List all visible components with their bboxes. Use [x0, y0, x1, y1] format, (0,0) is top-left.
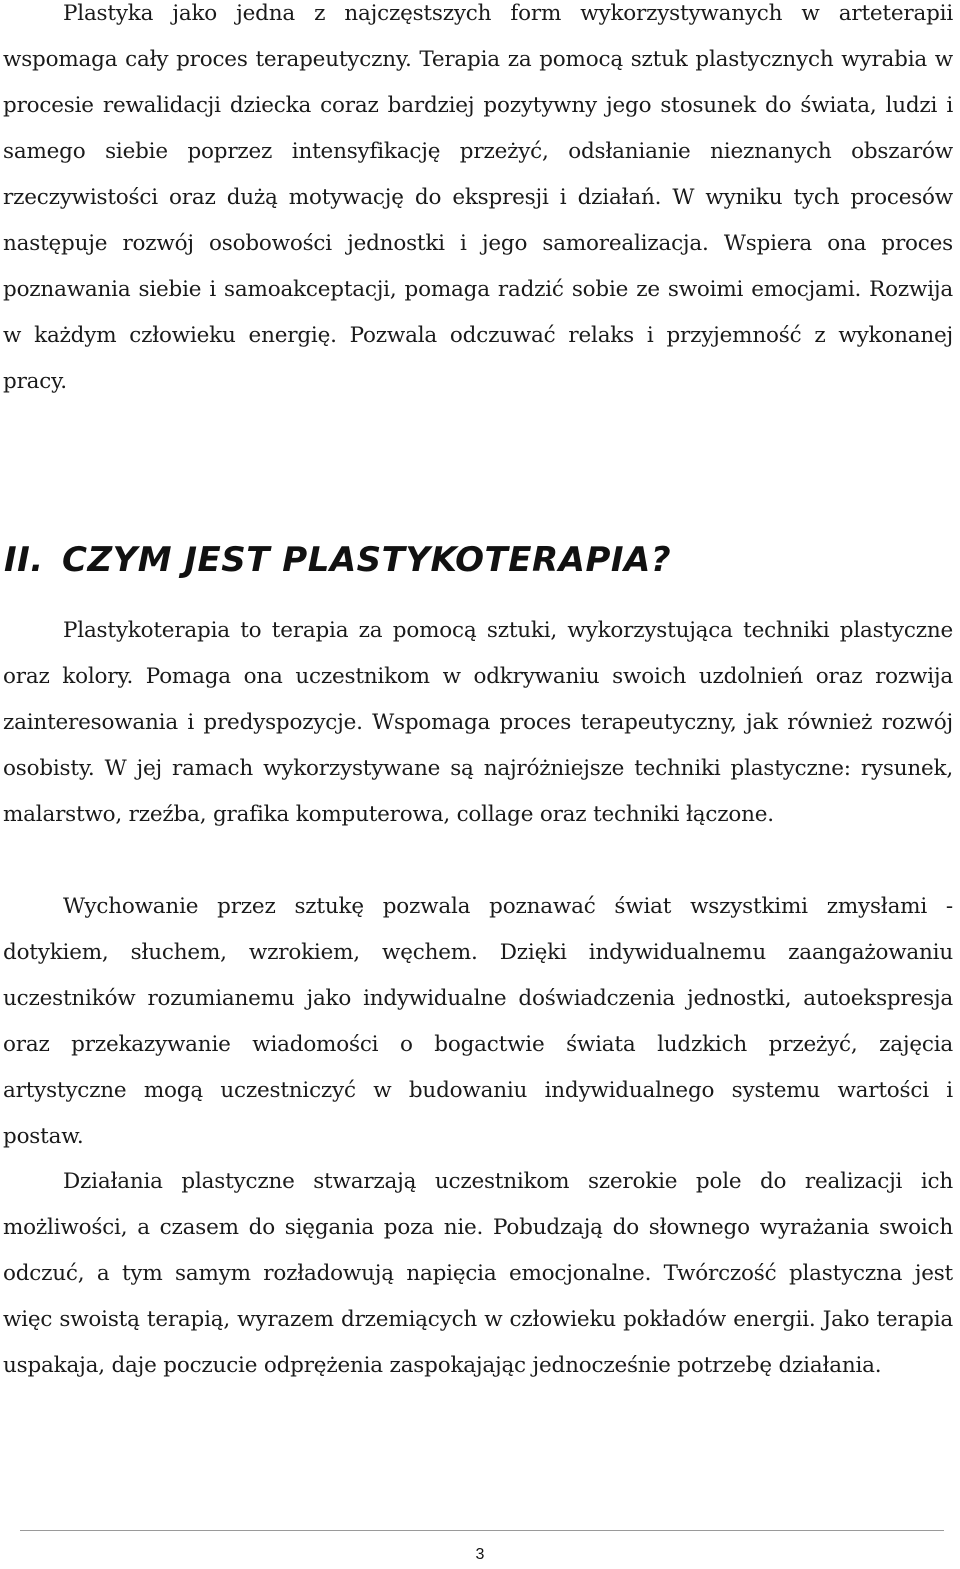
- paragraph-intro: Plastyka jako jedna z najczęstszych form wykorzystywanych w arteterapii wspomaga cały proces terapeutyczny. Terapia za pomocą sztuk plastycznych wyrabia w procesie rewalidacji dziecka coraz bardziej pozytywny jego stosunek do świata, ludzi i samego siebie poprzez intensyfikację przeżyć, odsłanianie nieznanych obszarów rzeczywistości oraz dużą motywację do ekspresji i działań. W wyniku tych procesów następuje rozwój osobowości jednostki i jego samorealizacja. Wspiera ona proces poznawania siebie i samoakceptacji, pomaga radzić sobie ze swoimi emocjami. Rozwija w każdym człowieku energię. Pozwala odczuwać relaks i przyjemność z wykonanej pracy.: [3, 1, 953, 394]
- paragraph-definition: Plastykoterapia to terapia za pomocą sztuki, wykorzystująca techniki plastyczne oraz kolory. Pomaga ona uczestnikom w odkrywaniu swoich uzdolnień oraz rozwija zainteresowania i predyspozycje. Wspomaga proces terapeutyczny, jak również rozwój osobisty. W jej ramach wykorzystywane są najróżniejsze techniki plastyczne: rysunek, malarstwo, rzeźba, grafika komputerowa, collage oraz techniki łączone.: [3, 618, 953, 827]
- paragraph-senses: Wychowanie przez sztukę pozwala poznawać świat wszystkimi zmysłami - dotykiem, słuchem, wzrokiem, węchem. Dzięki indywidualnemu zaangażowaniu uczestników rozumianemu jako indywidualne doświadczenia jednostki, autoekspresja oraz przekazywanie wiadomości o bogactwie świata ludzkich przeżyć, zajęcia artystyczne mogą uczestniczyć w budowaniu indywidualnego systemu wartości i postaw.: [3, 894, 953, 1149]
- paragraph-activities: Działania plastyczne stwarzają uczestnikom szerokie pole do realizacji ich możliwości, a czasem do sięgania poza nie. Pobudzają do słownego wyrażania swoich odczuć, a tym samym rozładowują napięcia emocjonalne. Twórczość plastyczna jest więc swoistą terapią, wyrazem drzemiących w człowieku pokładów energii. Jako terapia uspakaja, daje poczucie odprężenia zaspokajając jednocześnie potrzebę działania.: [3, 1169, 953, 1378]
- section-heading-number: II.: [4, 540, 44, 580]
- page-number: 3: [475, 1546, 485, 1563]
- footer-divider: [20, 1530, 944, 1531]
- section-heading-text: CZYM JEST PLASTYKOTERAPIA?: [62, 540, 672, 580]
- section-heading: [4, 535, 671, 585]
